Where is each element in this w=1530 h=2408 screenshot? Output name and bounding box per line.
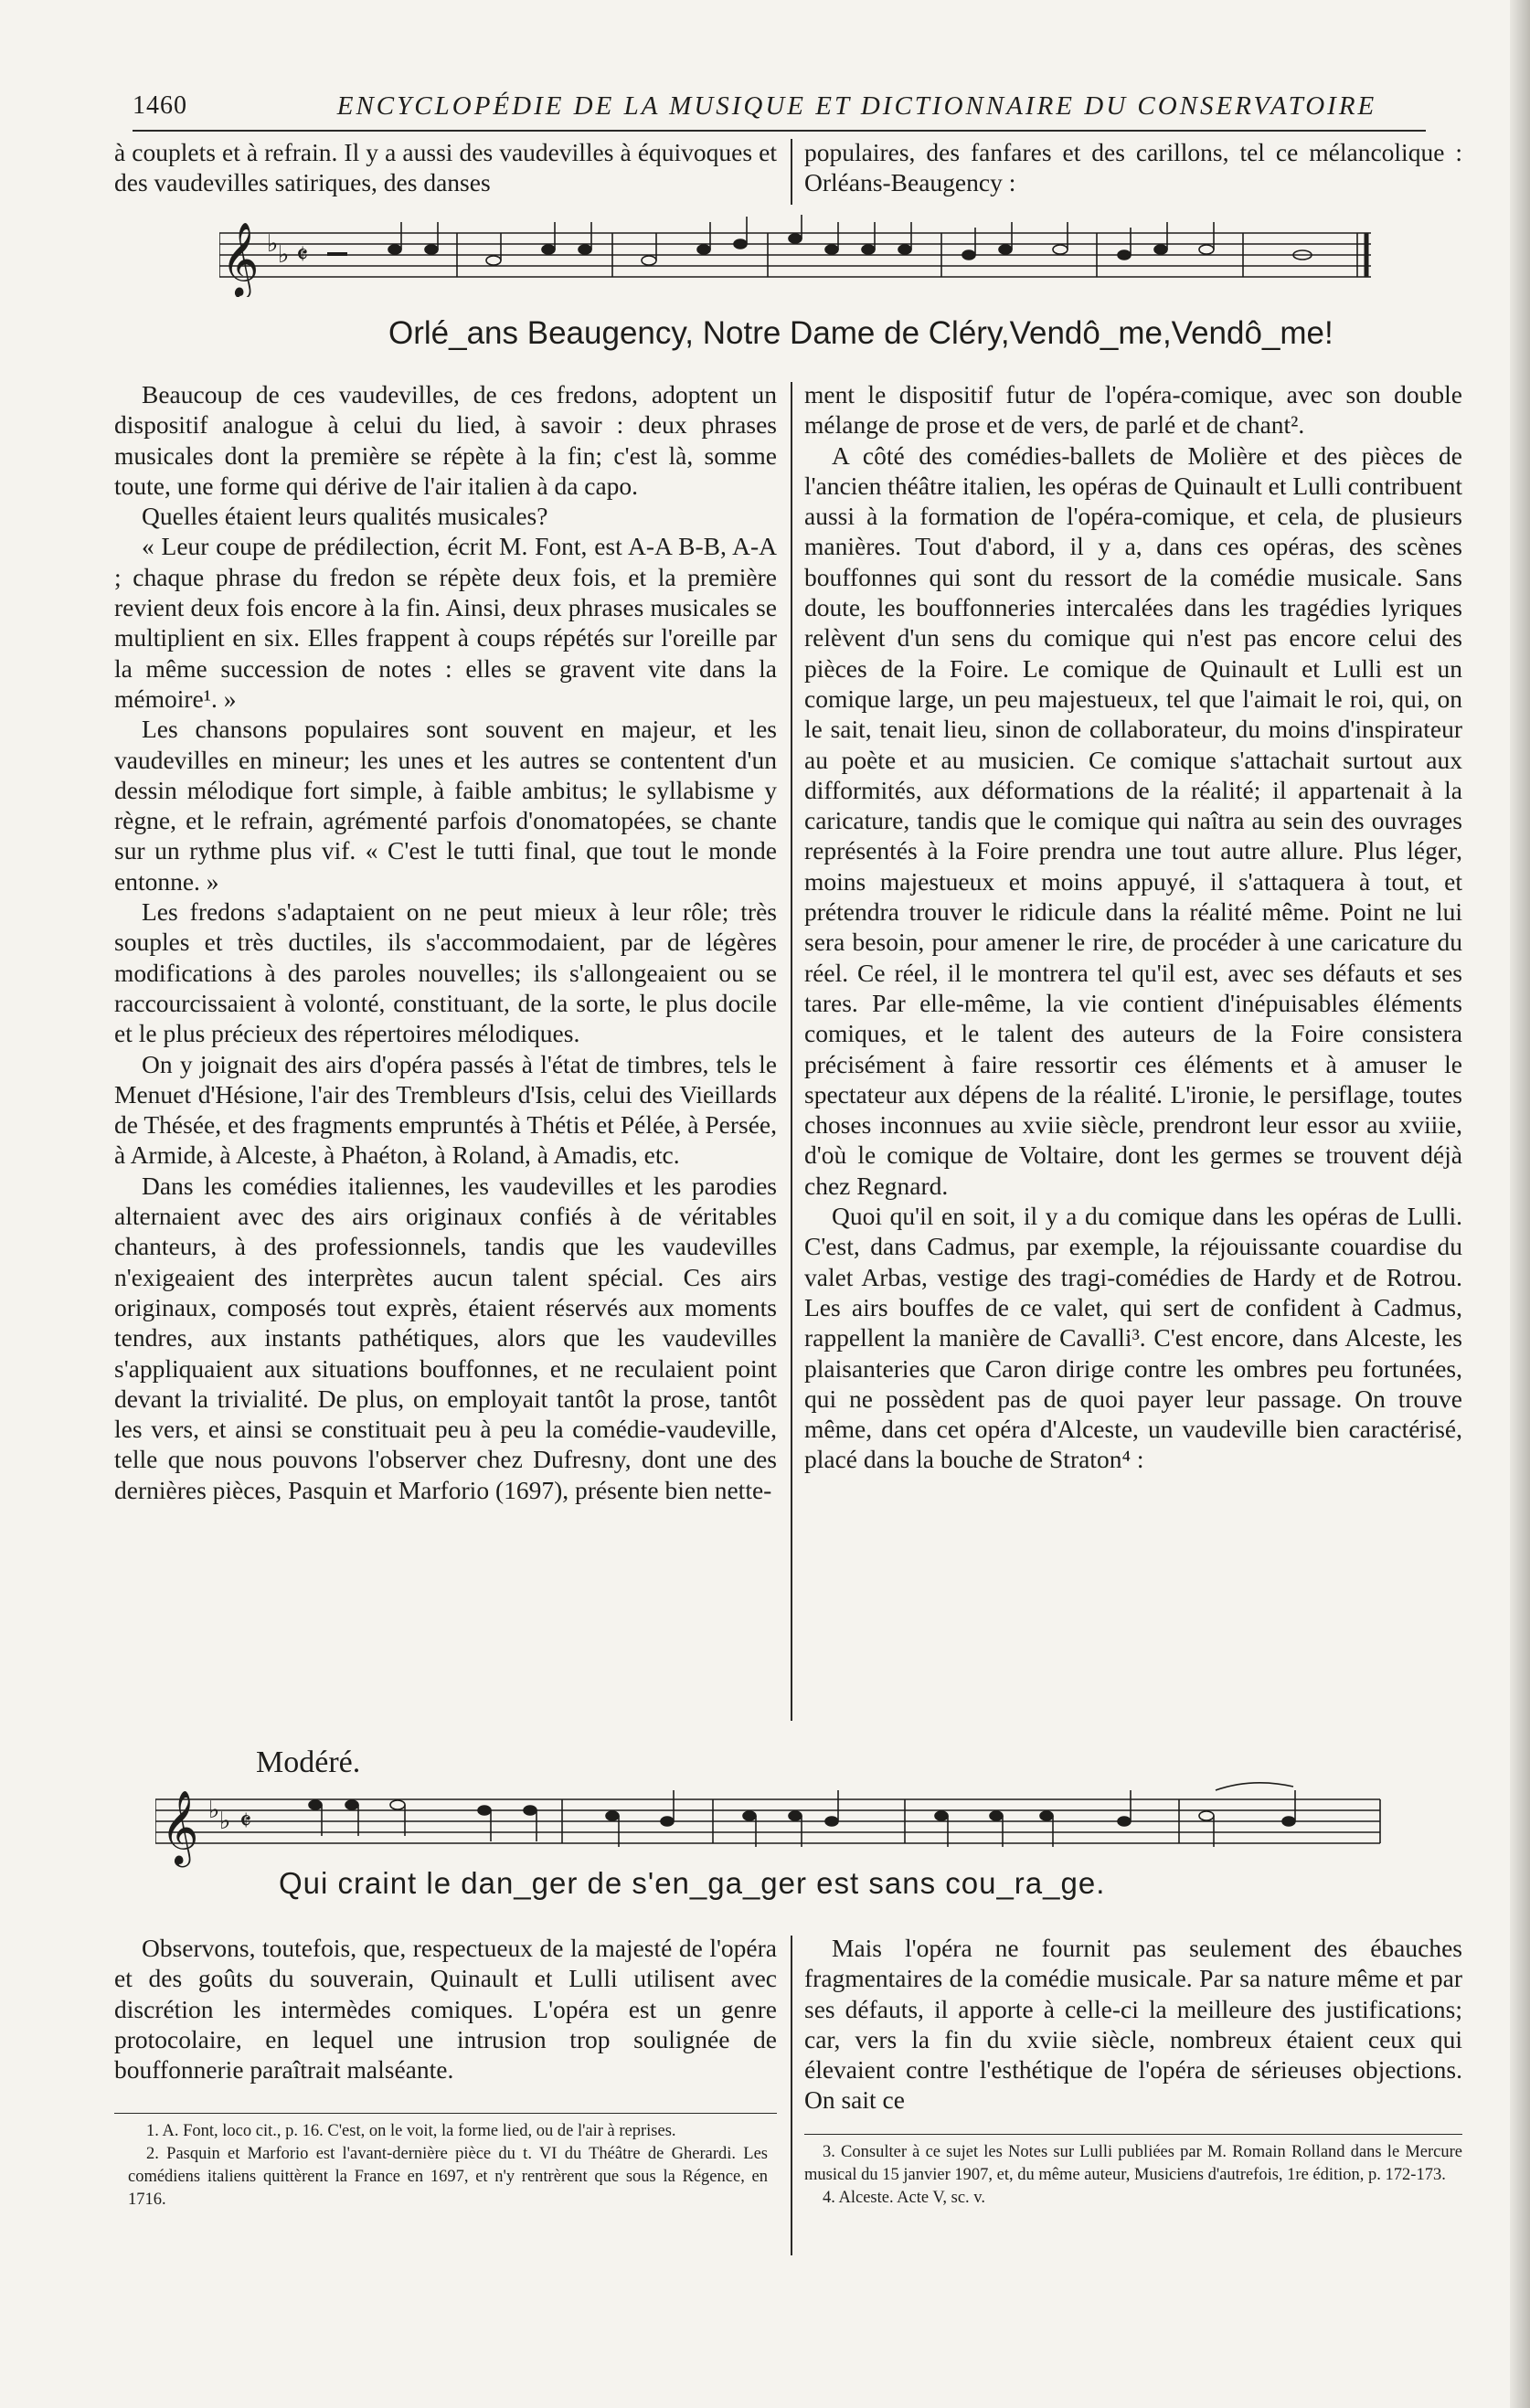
svg-text:𝄞: 𝄞 bbox=[161, 1789, 199, 1864]
music-1-lyrics: Orlé_ans Beaugency, Notre Dame de Cléry,Vendô_me,Vendô_me! bbox=[388, 315, 1333, 351]
bottom-right-text bbox=[804, 1933, 1462, 2116]
music-2-lyrics: Qui craint le dan_ger de s'en_ga_ger est sans cou_ra_ge. bbox=[279, 1866, 1106, 1900]
footnote: 3. Consulter à ce sujet les Notes sur Lulli publiées par M. Romain Rolland dans le Mercure musical du 15 janvier 1907, et, du même auteur, Musiciens d'autrefois, 1re édition, p. 172-173. bbox=[804, 2143, 1462, 2184]
top-right-text: populaires, des fanfares et des carillons, tel ce mélancolique : Orléans-Beaugency : bbox=[804, 138, 1462, 197]
music-staff-2 bbox=[155, 1777, 1389, 1873]
svg-text:𝄞: 𝄞 bbox=[221, 221, 260, 296]
paragraph: On y joignait des airs d'opéra passés à l'état de timbres, tels le Menuet d'Hésione, l'air des Trembleurs d'Isis, celui des Vieillards de Thésée, et des fragments empruntés à Thétis et Pélée, à Persée, à Armide, à Alceste, à Phaéton, à Roland, à Amadis, etc. bbox=[114, 1049, 777, 1170]
footnote: 4. Alceste. Acte V, sc. v. bbox=[823, 2189, 985, 2207]
svg-text:♭: ♭ bbox=[278, 241, 290, 268]
bottom-left-text bbox=[114, 1933, 777, 2084]
column-rule-top bbox=[791, 139, 792, 205]
footnotes-right bbox=[804, 2141, 1462, 2210]
svg-text:♭: ♭ bbox=[208, 1797, 220, 1823]
music-staff-1 bbox=[219, 215, 1380, 302]
tempo-marking: Modéré. bbox=[256, 1745, 361, 1779]
column-rule-main bbox=[791, 382, 792, 1721]
svg-text:𝄵: 𝄵 bbox=[239, 1807, 252, 1837]
column-rule-bottom bbox=[791, 1936, 792, 2255]
running-title: ENCYCLOPÉDIE DE LA MUSIQUE ET DICTIONNAIRE DU CONSERVATOIRE bbox=[336, 91, 1377, 121]
paragraph: Dans les comédies italiennes, les vaudevilles et les parodies alternaient avec des airs originaux confiés à de véritables chanteurs, à des professionnels, tandis que les vaudevilles n'exigeaient des interprètes aucun talent spécial. Ces airs originaux, composés tout exprès, étaient réservés aux moments tendres, aux instants pathétiques, alors que les vaudevilles s'appliquaient aux situations bouffonnes, et ne reculaient point devant la trivialité. De plus, on employait tantôt la prose, tantôt les vers, et ainsi se constituait peu à peu la comédie-vaudeville, telle que nous pouvons l'observer chez Dufresny, dont une des dernières pièces, Pasquin et Marforio (1697), présente bien nette- bbox=[114, 1171, 777, 1504]
svg-text:♭: ♭ bbox=[267, 230, 279, 257]
footnote: 2. Pasquin et Marforio est l'avant-dernière pièce du t. VI du Théâtre de Gherardi. Les comédiens italiens quittèrent la France en 1697, et n'y rentrèrent que sous la Régence, en 1716. bbox=[128, 2145, 768, 2209]
page-number: 1460 bbox=[133, 91, 187, 120]
top-left-text: à couplets et à refrain. Il y a aussi des vaudevilles à équivoques et des vaudevilles satiriques, des danses bbox=[114, 138, 777, 197]
paragraph: Mais l'opéra ne fournit pas seulement des ébauches fragmentaires de la comédie musicale. Par sa nature même et par ses défauts, il apporte à celle-ci la meilleure des justifications; car, vers la fin du xviie siècle, nombreux étaient ceux qui élevaient contre l'esthétique de l'opéra de sérieuses objections. On sait ce bbox=[804, 1934, 1462, 2115]
paragraph: ment le dispositif futur de l'opéra-comique, avec son double mélange de prose et de vers, de parlé et de chant². bbox=[804, 380, 1462, 440]
paragraph: Les fredons s'adaptaient on ne peut mieux à leur rôle; très souples et très ductiles, ils s'accommodaient, par de légères modifications à des paroles nouvelles; ils s'allongeaient ou se raccourcissaient à volonté, constituant, de la sorte, le plus docile et le plus précieux des répertoires mélodiques. bbox=[114, 897, 777, 1048]
svg-text:𝄵: 𝄵 bbox=[296, 240, 309, 271]
footnote-rule-right bbox=[804, 2134, 1462, 2135]
paragraph: « Leur coupe de prédilection, écrit M. Font, est A-A B-B, A-A ; chaque phrase du fredon se répète deux fois, et la première revient deux fois encore à la fin. Ainsi, deux phrases musicales se multiplient en six. Elles frappent à coups répétés sur l'oreille par la même succession de notes : elles se gravent vite dans la mémoire¹. » bbox=[114, 532, 777, 713]
footnote: 1. A. Font, loco cit., p. 16. C'est, on le voit, la forme lied, ou de l'air à reprises. bbox=[146, 2122, 676, 2140]
right-column bbox=[804, 379, 1462, 1475]
paragraph: A côté des comédies-ballets de Molière et des pièces de l'ancien théâtre italien, les opéras de Quinault et Lulli contribuent aussi à la formation de l'opéra-comique, et cela, de plusieurs manières. Tout d'abord, il y a, dans ces opéras, des scènes bouffonnes qui sont du ressort de la comédie musicale. Sans doute, les bouffonneries intercalées dans les tragédies lyriques relèvent d'un sens du comique qui n'est pas encore celui des pièces de la Foire. Le comique de Quinault et Lulli est un comique large, un peu majestueux, tel que l'aimait le roi, qui, on le sait, tenait lieu, sinon de collaborateur, du moins d'inspirateur au poète et au musicien. Ce comique s'attachait surtout aux difformités, aux déformations de la réalité; il appartenait à la caricature, tandis que le comique qui naîtra au sein des ouvrages représentés à la Foire prendra une tout autre allure. Plus léger, moins majestueux et moins appuyé, il s'attaquera à tout, et prétendra trouver le ridicule dans la réalité même. Point ne lui sera besoin, pour amener le rire, de procéder à une caricature du réel. Ce réel, il le montrera tel qu'il est, avec ses défauts et ses tares. Par elle-même, la vie contient d'inépuisables éléments comiques, et le talent des auteurs de la Foire consistera précisément à faire ressortir ces éléments et à amuser le spectateur aux dépens de la réalité. L'ironie, le persiflage, toutes choses inconnues au xviie siècle, prendront leur essor au xviiie, d'où le comique de Voltaire, dont les germes se trouvent déjà chez Regnard. bbox=[804, 440, 1462, 1200]
svg-text:♭: ♭ bbox=[219, 1808, 231, 1834]
running-header bbox=[133, 91, 1426, 132]
page-edge-shadow bbox=[1510, 0, 1530, 2408]
footnote-rule-left bbox=[114, 2113, 777, 2114]
paragraph: Observons, toutefois, que, respectueux de la majesté de l'opéra et des goûts du souverain, Quinault et Lulli utilisent avec discrétion les intermèdes comiques. L'opéra est un genre protocolaire, en lequel une intrusion trop soulignée de bouffonnerie paraîtrait malséante. bbox=[114, 1934, 777, 2084]
staff-1-notation bbox=[219, 215, 1380, 297]
paragraph: Les chansons populaires sont souvent en majeur, et les vaudevilles en mineur; les unes et les autres se contentent d'un dessin mélodique fort simple, à faible ambitus; le syllabisme y règne, et le refrain, agrémenté parfois d'onomatopées, se chante sur un rythme plus vif. « C'est le tutti final, que tout le monde entonne. » bbox=[114, 715, 777, 896]
paragraph: Quoi qu'il en soit, il y a du comique dans les opéras de Lulli. C'est, dans Cadmus, par exemple, la réjouissante couardise du valet Arbas, vestige des tragi-comédies de Hardy et de Rotrou. Les airs bouffes de ce valet, qui sert de confident à Cadmus, rappellent la manière de Cavalli³. C'est encore, dans Alceste, les plaisanteries que Caron dirige contre les ombres peu fortunées, qui ne possèdent pas de quoi payer leur passage. On trouve même, dans cet opéra d'Alceste, un vaudeville bien caractérisé, placé dans la bouche de Straton⁴ : bbox=[804, 1202, 1462, 1474]
left-column bbox=[114, 379, 777, 1505]
staff-2-notation bbox=[155, 1777, 1389, 1869]
footnotes-left bbox=[128, 2120, 768, 2212]
paragraph: Quelles étaient leurs qualités musicales? bbox=[142, 502, 548, 531]
paragraph: Beaucoup de ces vaudevilles, de ces fredons, adoptent un dispositif analogue à celui du lied, à savoir : deux phrases musicales dont la première se répète à la fin; c'est là, somme toute, une forme qui dérive de l'air italien à da capo. bbox=[114, 380, 777, 500]
